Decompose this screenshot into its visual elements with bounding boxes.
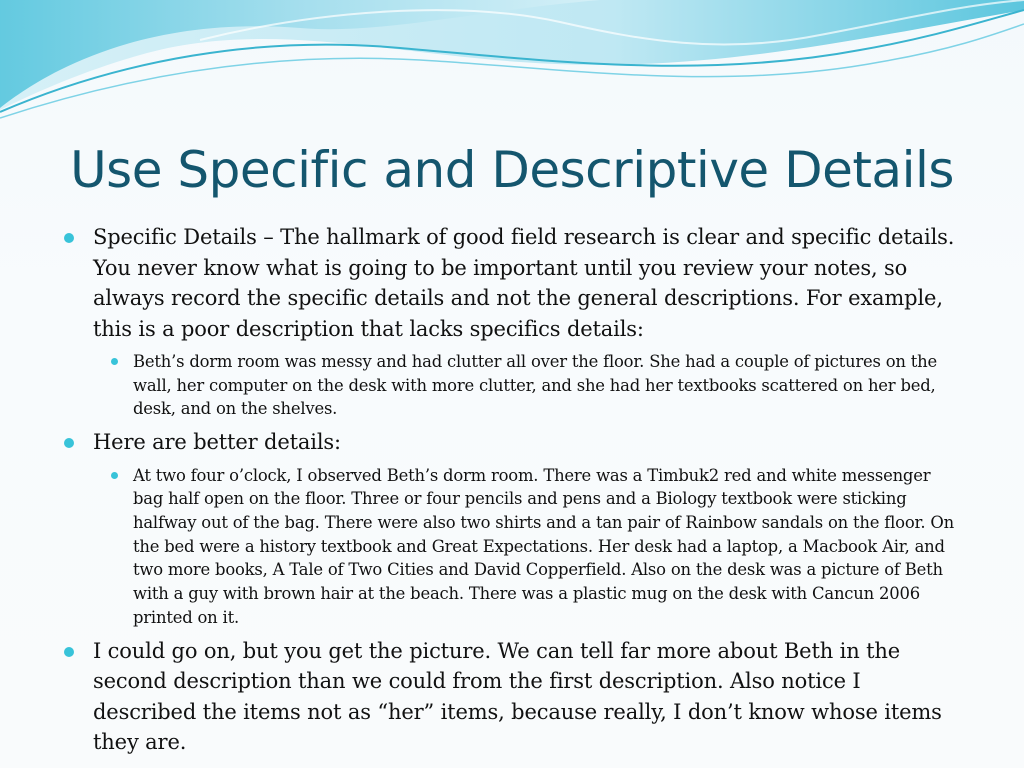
sub-bullet-text: Beth’s dorm room was messy and had clutter all over the floor. She had a couple of pictures on the wall, her computer on the desk with more clutter, and she had her textbooks scattered on her bed, desk, and on the shelves.: [133, 352, 937, 419]
bullet-text: Here are better details:: [93, 430, 341, 455]
sub-bullet-dot-icon: [111, 472, 118, 479]
bullet-conclusion: [64, 636, 964, 758]
bullet-dot-icon: [64, 647, 74, 657]
slide-body: [64, 222, 964, 762]
bullet-dot-icon: [64, 233, 74, 243]
bullet-text: I could go on, but you get the picture. We can tell far more about Beth in the second description than we could from the first description. Also notice I described the items not as “her” items, because really, I don’t know whose items they are.: [93, 638, 942, 755]
bullet-dot-icon: [64, 438, 74, 448]
bullet-specific-details: [64, 222, 964, 344]
sub-bullet-good-example: [108, 464, 964, 630]
sub-bullet-text: At two four o’clock, I observed Beth’s dorm room. There was a Timbuk2 red and white messenger bag half open on the floor. Three or four pencils and pens and a Biology textbook were sticking halfway out of the bag. There were also two shirts and a tan pair of Rainbow sandals on the floor. On the bed were a history textbook and Great Expectations. Her desk had a laptop, a Macbook Air, and two more books, A Tale of Two Cities and David Copperfield. Also on the desk was a picture of Beth with a guy with brown hair at the beach. There was a plastic mug on the desk with Cancun 2006 printed on it.: [133, 465, 954, 627]
wave-header-decoration: [0, 0, 1024, 130]
sub-bullet-poor-example: [108, 350, 964, 421]
bullet-text: Specific Details – The hallmark of good field research is clear and specific details. You never know what is going to be important until you review your notes, so always record the specific details and not the general descriptions. For example, this is a poor description that lacks specifics details:: [93, 225, 955, 341]
slide-title: Use Specific and Descriptive Details: [70, 141, 954, 199]
bullet-better-details: [64, 427, 964, 458]
sub-bullet-dot-icon: [111, 358, 118, 365]
